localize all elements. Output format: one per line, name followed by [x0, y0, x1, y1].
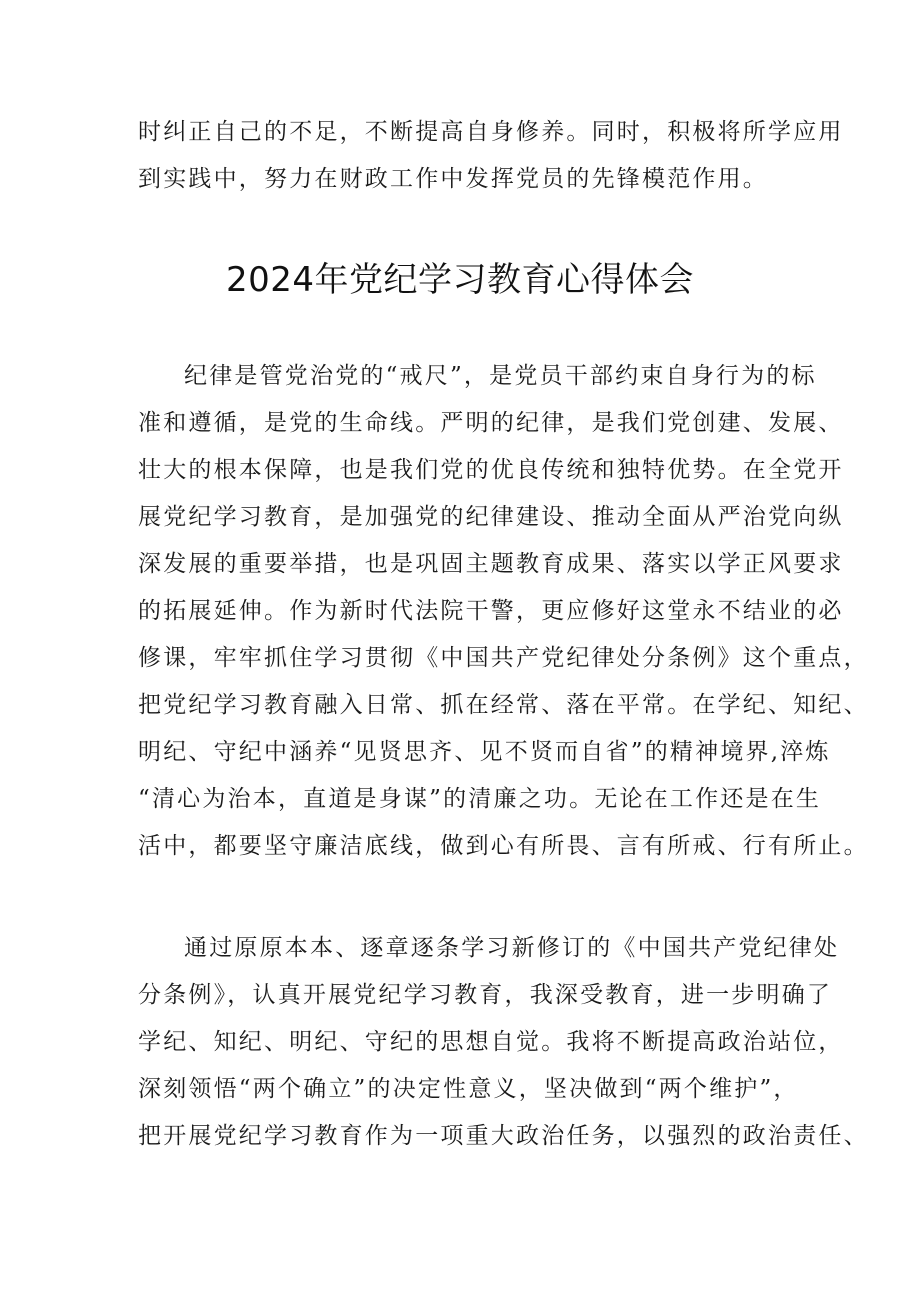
text-line: 通过原原本本、逐章逐条学习新修订的《中国共产党纪律处	[184, 935, 840, 961]
text-line: 展党纪学习教育，是加强党的纪律建设、推动全面从严治党向纵	[138, 504, 844, 530]
text-line: 明纪、守纪中涵养“见贤思齐、见不贤而自省”的精神境界,淬炼	[138, 739, 831, 765]
text-line: 把开展党纪学习教育作为一项重大政治任务，以强烈的政治责任、	[138, 1123, 869, 1149]
text-line: 准和遵循，是党的生命线。严明的纪律，是我们党创建、发展、	[138, 410, 844, 436]
text-line: 壮大的根本保障，也是我们党的优良传统和独特优势。在全党开	[138, 457, 844, 483]
text-line: “清心为治本，直道是身谋”的清廉之功。无论在工作还是在生	[138, 786, 822, 812]
text-line: 时纠正自己的不足，不断提高自身修养。同时，积极将所学应用	[138, 119, 844, 145]
text-line: 把党纪学习教育融入日常、抓在经常、落在平常。在学纪、知纪、	[138, 692, 869, 718]
text-line: 深发展的重要举措，也是巩固主题教育成果、落实以学正风要求	[138, 551, 844, 577]
text-line: 纪律是管党治党的“戒尺”，是党员干部约束自身行为的标	[184, 363, 817, 389]
text-line: 修课，牢牢抓住学习贯彻《中国共产党纪律处分条例》这个重点，	[138, 645, 869, 671]
document-title: 2024年党纪学习教育心得体会	[225, 260, 695, 300]
text-line: 分条例》，认真开展党纪学习教育，我深受教育，进一步明确了	[138, 982, 833, 1008]
text-line: 深刻领悟“两个确立”的决定性意义，坚决做到“两个维护”，	[138, 1076, 799, 1102]
text-line: 的拓展延伸。作为新时代法院干警，更应修好这堂永不结业的必	[138, 598, 844, 624]
text-line: 到实践中，努力在财政工作中发挥党员的先锋模范作用。	[138, 166, 768, 192]
text-line: 学纪、知纪、明纪、守纪的思想自觉。我将不断提高政治站位，	[138, 1029, 844, 1055]
text-line: 活中，都要坚守廉洁底线，做到心有所畏、言有所戒、行有所止。	[138, 833, 869, 859]
